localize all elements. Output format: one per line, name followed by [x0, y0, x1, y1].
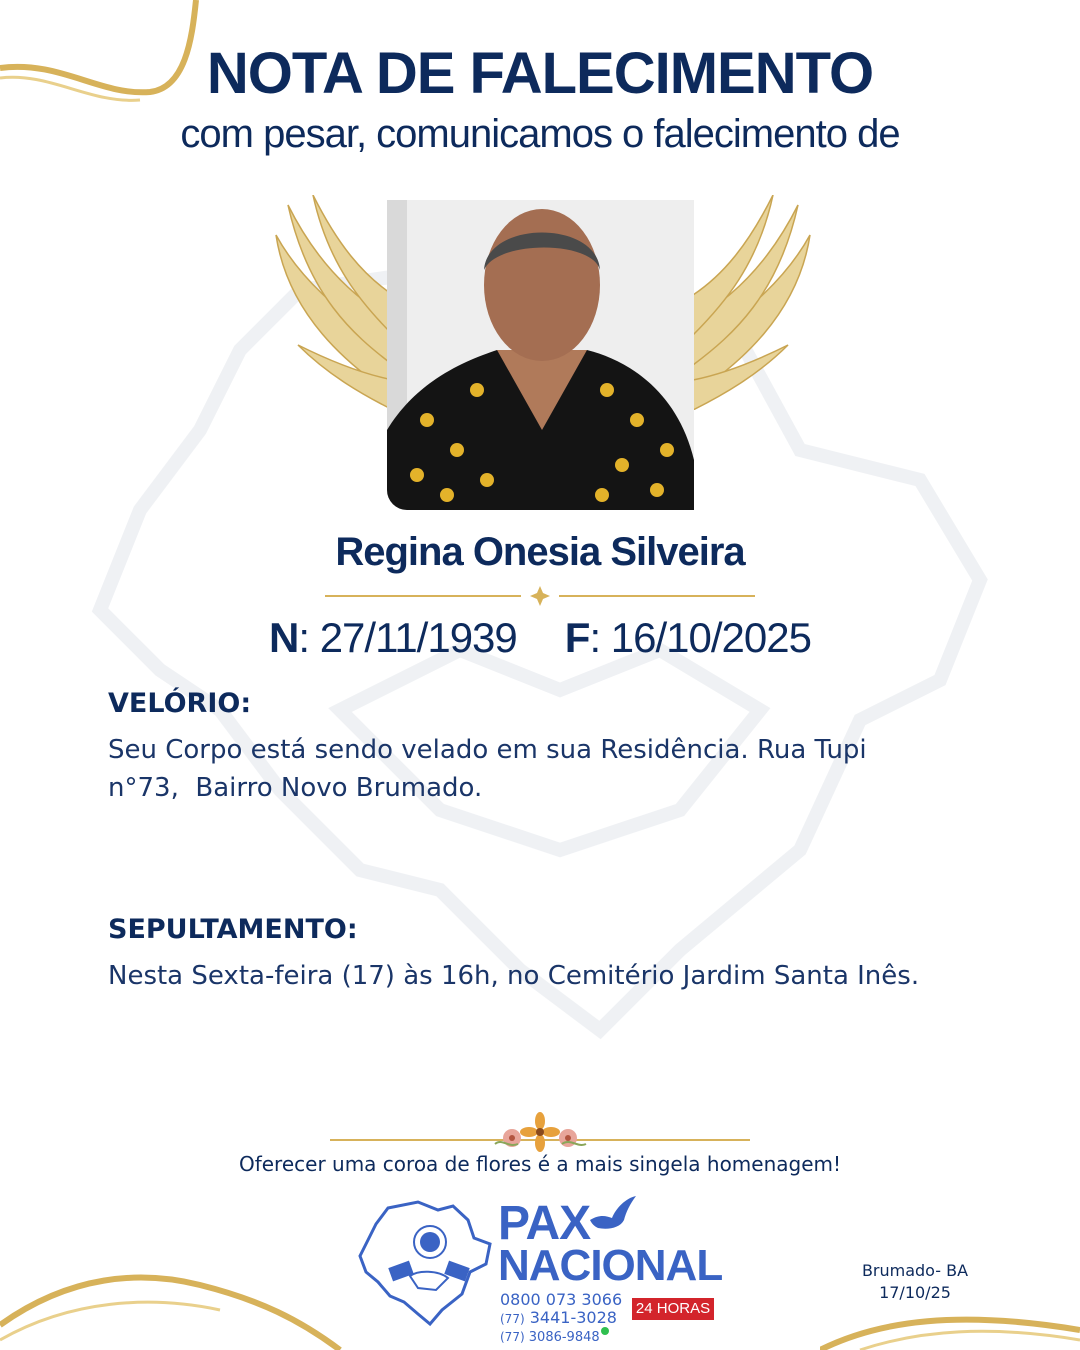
pax-nacional-logo-icon	[358, 1198, 494, 1328]
whatsapp-icon	[601, 1327, 609, 1335]
phone-whatsapp	[500, 1327, 609, 1345]
gold-swoosh-bottom-left	[0, 1265, 360, 1350]
velorio-line-2: n°73, Bairro Novo Brumado.	[108, 773, 483, 803]
death-date: 16/10/2025	[610, 614, 811, 661]
dove-icon	[586, 1194, 638, 1234]
life-dates	[0, 614, 1080, 662]
sepultamento-heading: SEPULTAMENTO:	[108, 914, 358, 945]
flower-divider-icon	[330, 1108, 750, 1158]
location-date: 17/10/25	[879, 1283, 951, 1302]
birth-separator: :	[298, 614, 320, 661]
velorio-heading: VELÓRIO:	[108, 688, 252, 719]
brand-name-pax: PAX	[498, 1197, 591, 1250]
birth-label: N	[269, 614, 299, 661]
sepultamento-text: Nesta Sexta-feira (17) às 16h, no Cemitério Jardim Santa Inês.	[108, 961, 920, 991]
brand-name-nacional: NACIONAL	[498, 1241, 723, 1290]
phone-landline-area: (77)	[500, 1312, 525, 1326]
phone-landline-number: 3441-3028	[529, 1308, 617, 1327]
page-title: NOTA DE FALECIMENTO	[206, 41, 874, 106]
velorio-text	[108, 731, 958, 807]
page-subtitle: com pesar, comunicamos o falecimento de	[180, 112, 900, 156]
left-wing-icon	[268, 195, 398, 410]
phone-landline	[500, 1308, 617, 1327]
phone-whatsapp-number: 3086-9848	[528, 1330, 600, 1345]
right-wing-icon	[688, 195, 818, 410]
deceased-name: Regina Onesia Silveira	[335, 530, 745, 574]
phone-whatsapp-area: (77)	[500, 1330, 525, 1344]
death-separator: :	[589, 614, 611, 661]
location-block	[840, 1260, 990, 1304]
phone-tollfree: 0800 073 3066	[500, 1290, 623, 1309]
gold-swoosh-bottom-right	[820, 1300, 1080, 1350]
birth-date: 27/11/1939	[319, 614, 517, 661]
location-city: Brumado- BA	[861, 1261, 969, 1280]
24h-badge: 24 HORAS	[632, 1298, 714, 1320]
deceased-photo	[387, 200, 694, 510]
tribute-message: Oferecer uma coroa de flores é a mais singela homenagem!	[238, 1152, 842, 1176]
death-label: F	[564, 614, 590, 661]
gold-divider	[325, 584, 755, 608]
velorio-line-1: Seu Corpo está sendo velado em sua Residência. Rua Tupi	[108, 735, 867, 765]
